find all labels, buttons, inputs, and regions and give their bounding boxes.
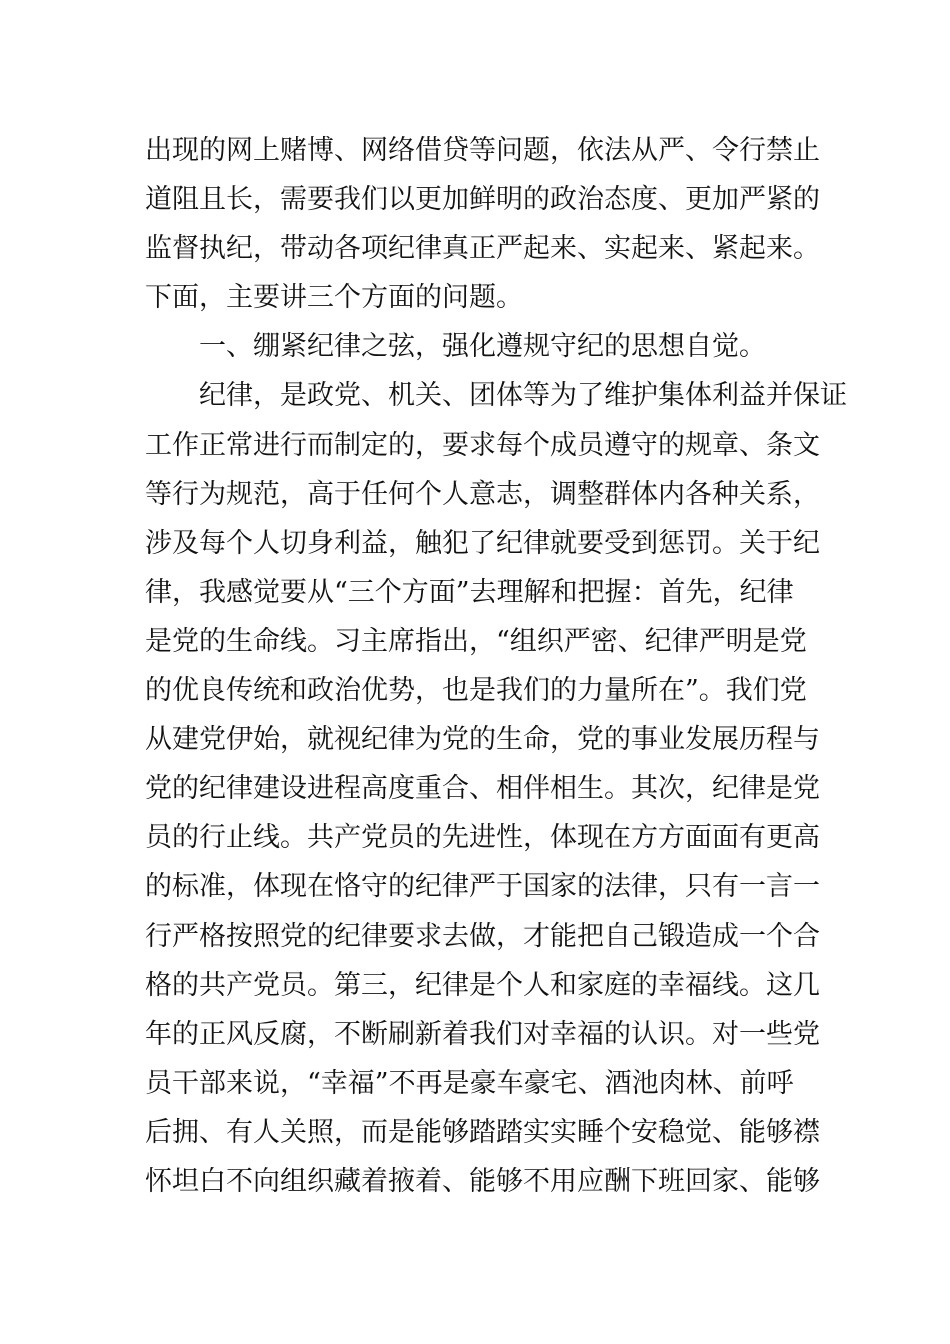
paragraph-first-line: 纪律，是政党、机关、团体等为了维护集体利益并保证 — [199, 380, 847, 412]
text-line: 员干部来说，“幸福”不再是豪车豪宅、酒池肉林、前呼 — [145, 1067, 794, 1099]
section-heading: 一、绷紧纪律之弦，强化遵规守纪的思想自觉。 — [199, 331, 766, 363]
text-line: 行严格按照党的纪律要求去做，才能把自己锻造成一个合 — [145, 920, 820, 952]
text-line: 党的纪律建设进程高度重合、相伴相生。其次，纪律是党 — [145, 773, 820, 805]
text-line: 年的正风反腐，不断刷新着我们对幸福的认识。对一些党 — [145, 1018, 820, 1050]
text-line: 出现的网上赌博、网络借贷等问题，依法从严、令行禁止 — [145, 135, 820, 166]
text-line: 后拥、有人关照，而是能够踏踏实实睡个安稳觉、能够襟 — [145, 1116, 820, 1148]
text-line: 是党的生命线。习主席指出，“组织严密、纪律严明是党 — [145, 625, 807, 657]
text-line: 怀坦白不向组织藏着掖着、能够不用应酬下班回家、能够 — [145, 1165, 820, 1197]
body-text — [145, 126, 847, 1206]
text-line: 监督执纪，带动各项纪律真正严起来、实起来、紧起来。 — [145, 233, 820, 265]
text-line: 的优良传统和政治优势，也是我们的力量所在”。我们党 — [145, 675, 807, 707]
text-line: 涉及每个人切身利益，触犯了纪律就要受到惩罚。关于纪 — [145, 527, 820, 559]
text-line: 工作正常进行而制定的，要求每个成员遵守的规章、条文 — [145, 429, 820, 461]
text-line: 从建党伊始，就视纪律为党的生命，党的事业发展历程与 — [145, 724, 820, 756]
text-line: 员的行止线。共产党员的先进性，体现在方方面面有更高 — [145, 822, 820, 854]
text-line: 下面，主要讲三个方面的问题。 — [145, 282, 523, 314]
text-line: 律，我感觉要从“三个方面”去理解和把握：首先，纪律 — [145, 576, 794, 608]
text-line: 道阻且长，需要我们以更加鲜明的政治态度、更加严紧的 — [145, 184, 820, 216]
text-line: 等行为规范，高于任何个人意志，调整群体内各种关系， — [145, 478, 820, 510]
text-line: 的标准，体现在恪守的纪律严于国家的法律，只有一言一 — [145, 871, 820, 903]
text-line: 格的共产党员。第三，纪律是个人和家庭的幸福线。这几 — [145, 969, 820, 1001]
